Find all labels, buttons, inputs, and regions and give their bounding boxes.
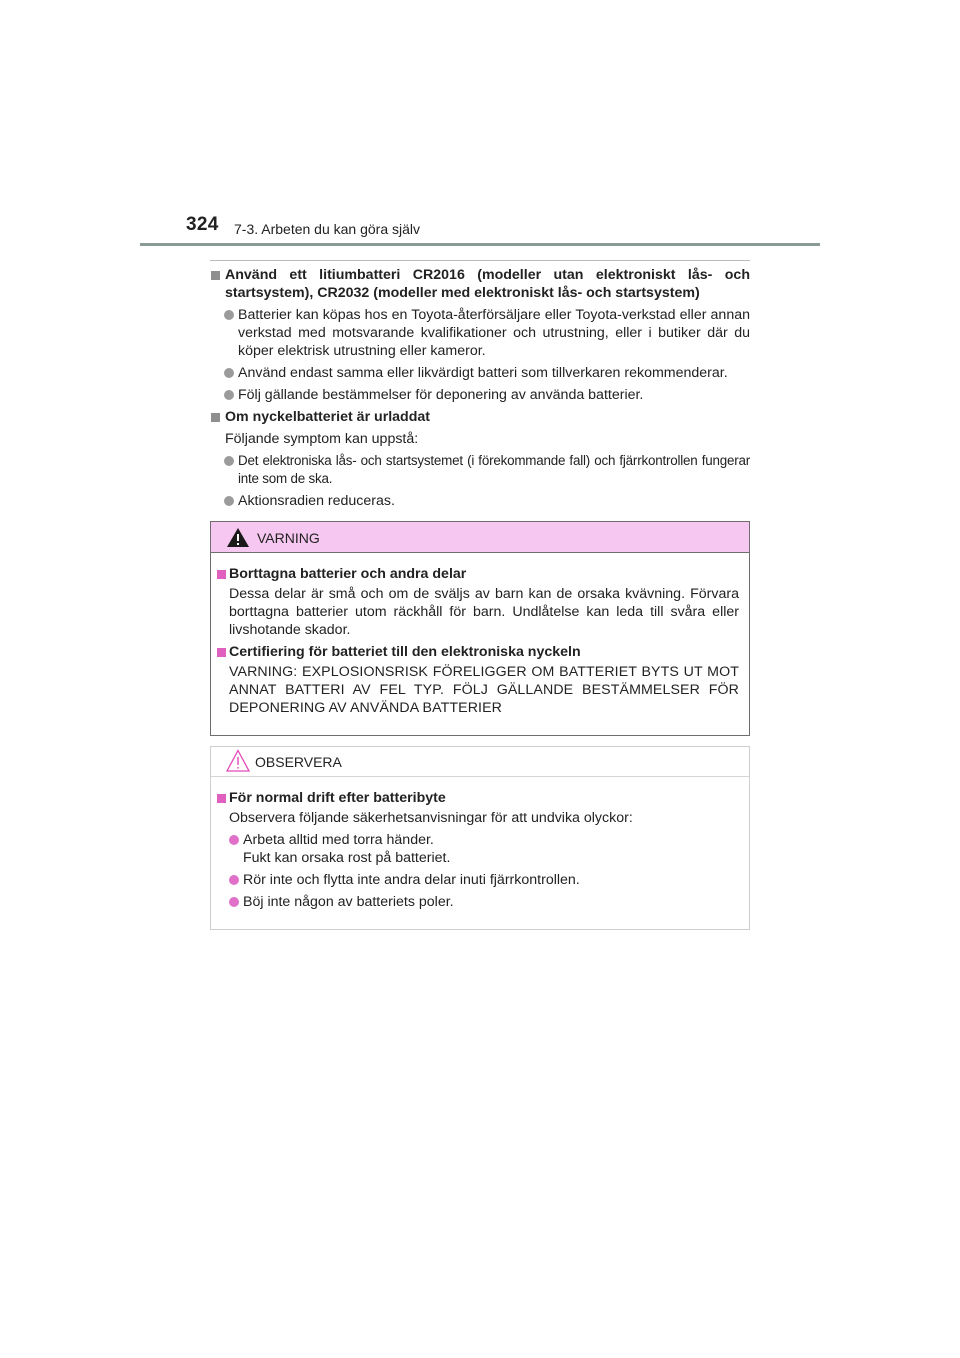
square-bullet-icon [211, 271, 220, 280]
circle-bullet-icon [229, 897, 239, 907]
warning-header [211, 522, 749, 553]
notice-box [210, 746, 750, 930]
caution-triangle-icon [226, 749, 250, 773]
square-bullet-icon [217, 794, 226, 803]
square-bullet-icon [217, 648, 226, 657]
section-title: Använd ett litiumbatteri CR2016 (modeller utan elektroniskt lås- och startsystem), CR2032 (modeller med elektroniskt lås- och startsystem) [210, 266, 750, 302]
square-bullet-icon [211, 413, 220, 422]
circle-bullet-icon [224, 310, 234, 320]
circle-bullet-icon [224, 496, 234, 506]
list-item: Aktionsradien reduceras. [210, 492, 750, 510]
list-item: Batterier kan köpas hos en Toyota-återförsäljare eller Toyota-verkstad eller annan verkstad med motsvarande kvalifikationer och utrustning, eller i butiker där du köper elektrisk utrustning eller kameror. [210, 306, 750, 360]
notice-label: OBSERVERA [255, 754, 342, 770]
main-content [210, 266, 750, 514]
warning-item-title: Borttagna batterier och andra delar [217, 565, 739, 583]
warning-item-title: Certifiering för batteriet till den elektroniska nyckeln [217, 643, 739, 661]
circle-bullet-icon [224, 456, 234, 466]
warning-item-body: VARNING: EXPLOSIONSRISK FÖRELIGGER OM BATTERIET BYTS UT MOT ANNAT BATTERI AV FEL TYP. FÖLJ GÄLLANDE BESTÄMMELSER FÖR DEPONERING AV ANVÄNDA BATTERIER [229, 664, 739, 716]
circle-bullet-icon [229, 835, 239, 845]
notice-title: För normal drift efter batteribyte [217, 789, 739, 807]
warning-body [211, 553, 749, 717]
circle-bullet-icon [224, 390, 234, 400]
circle-bullet-icon [224, 368, 234, 378]
warning-label: VARNING [257, 530, 320, 546]
warning-box [210, 521, 750, 736]
notice-body [211, 777, 749, 911]
chapter-title: 7-3. Arbeten du kan göra själv [234, 221, 421, 237]
section-title: Om nyckelbatteriet är urladdat [210, 408, 750, 426]
list-item: Rör inte och flytta inte andra delar inuti fjärrkontrollen. [217, 871, 739, 889]
list-item: Arbeta alltid med torra händer. Fukt kan orsaka rost på batteriet. [217, 831, 739, 867]
warning-item-body: Dessa delar är små och om de sväljs av barn kan de orsaka kvävning. Förvara borttagna batterier utom räckhåll för barn. Undlåtelse kan leda till svåra eller livshotande skador. [229, 586, 739, 638]
square-bullet-icon [217, 570, 226, 579]
notice-header [211, 747, 749, 777]
page-number: 324 [186, 214, 219, 235]
list-item: Det elektroniska lås- och startsystemet (i förekommande fall) och fjärrkontrollen fungerar inte som de ska. [210, 452, 750, 488]
list-item: Använd endast samma eller likvärdigt batteri som tillverkaren rekommenderar. [210, 364, 750, 382]
warning-triangle-icon [227, 528, 249, 547]
circle-bullet-icon [229, 875, 239, 885]
notice-intro: Observera följande säkerhetsanvisningar för att undvika olyckor: [229, 810, 633, 826]
list-item: Följ gällande bestämmelser för deponering av använda batterier. [210, 386, 750, 404]
section-body: Följande symptom kan uppstå: [225, 431, 419, 447]
page-header [0, 0, 960, 250]
list-item: Böj inte någon av batteriets poler. [217, 893, 739, 911]
header-divider [140, 243, 820, 246]
content-divider [210, 260, 750, 261]
